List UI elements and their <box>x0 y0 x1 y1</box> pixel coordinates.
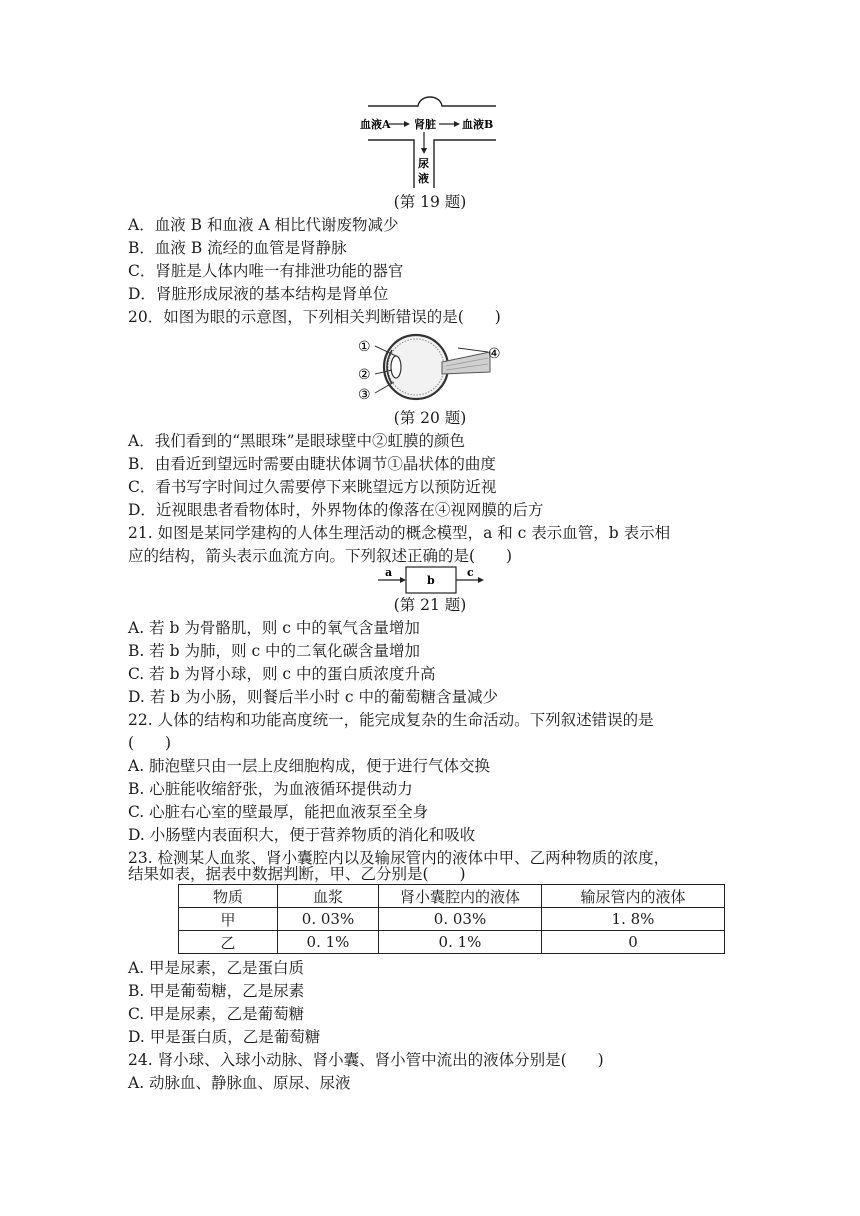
urine-label-1: 尿 <box>418 157 429 170</box>
q24-stem: 24. 肾小球、入球小动脉、肾小囊、肾小管中流出的液体分别是( ) <box>128 1051 604 1069</box>
eye-label-1: ① <box>358 339 371 355</box>
q23-stem-line1: 23. 检测某人血浆、肾小囊腔内以及输尿管内的液体中甲、乙两种物质的浓度， <box>128 849 670 867</box>
q19-option-a: A．血液 B 和血液 A 相比代谢废物减少 <box>128 216 399 234</box>
table-cell: 0. 03% <box>379 908 542 931</box>
q21-stem-line2: 应的结构，箭头表示血流方向。下列叙述正确的是( ) <box>128 547 513 565</box>
q19-caption: (第 19 题) <box>393 193 467 211</box>
table-cell: 0. 1% <box>379 931 542 954</box>
eye-label-3: ③ <box>358 387 371 403</box>
q23-stem-line2: 结果如表，据表中数据判断，甲、乙分别是( ) <box>128 865 466 883</box>
q22-option-c: C. 心脏右心室的壁最厚，能把血液泵至全身 <box>128 803 429 821</box>
structure-b-label: b <box>427 574 435 587</box>
table-cell: 甲 <box>179 908 278 931</box>
q23-option-d: D. 甲是蛋白质，乙是葡萄糖 <box>128 1028 321 1046</box>
arrow-icon <box>454 121 460 127</box>
table-cell: 0 <box>542 931 725 954</box>
q21-option-c: C. 若 b 为肾小球，则 c 中的蛋白质浓度升高 <box>128 665 436 683</box>
arrow-icon <box>404 121 410 127</box>
table-header-cell: 物质 <box>179 885 278 908</box>
arrow-icon <box>478 577 484 583</box>
q23-option-a: A. 甲是尿素，乙是蛋白质 <box>128 959 305 977</box>
table-header-row <box>179 885 725 908</box>
concept-model-diagram <box>372 564 492 596</box>
table-cell: 0. 03% <box>278 908 379 931</box>
q21-option-b: B. 若 b 为肺，则 c 中的二氧化碳含量增加 <box>128 642 421 660</box>
q22-option-b: B. 心脏能收缩舒张，为血液循环提供动力 <box>128 780 413 798</box>
vessel-c-label: c <box>467 566 474 579</box>
table-cell: 0. 1% <box>278 931 379 954</box>
table-header-cell: 血浆 <box>278 885 379 908</box>
q24-option-a: A. 动脉血、静脉血、原尿、尿液 <box>128 1074 351 1092</box>
kidney-label: 肾脏 <box>414 118 436 131</box>
eye-diagram <box>330 330 510 406</box>
table-cell: 1. 8% <box>542 908 725 931</box>
q19-option-d: D．肾脏形成尿液的基本结构是肾单位 <box>128 285 389 303</box>
q19-option-b: B．血液 B 流经的血管是肾静脉 <box>128 239 347 257</box>
vessel-a-label: a <box>385 566 393 579</box>
kidney-flow-diagram <box>356 96 506 188</box>
blood-a-label: 血液A <box>360 118 391 131</box>
q23-option-b: B. 甲是葡萄糖，乙是尿素 <box>128 982 305 1000</box>
arrow-icon <box>400 577 406 583</box>
q19-option-c: C．肾脏是人体内唯一有排泄功能的器官 <box>128 262 404 280</box>
arrow-down-icon <box>421 148 427 154</box>
q20-option-c: C．看书写字时间过久需要停下来眺望远方以预防近视 <box>128 478 497 496</box>
table-header-cell: 肾小囊腔内的液体 <box>379 885 542 908</box>
q21-option-d: D. 若 b 为小肠，则餐后半小时 c 中的葡萄糖含量减少 <box>128 688 499 706</box>
eye-label-4: ④ <box>488 346 501 362</box>
q20-caption: (第 20 题) <box>393 409 467 427</box>
blood-b-label: 血液B <box>462 118 494 131</box>
q22-stem-line1: 22. 人体的结构和功能高度统一，能完成复杂的生命活动。下列叙述错误的是 <box>128 711 654 729</box>
q20-stem: 20．如图为眼的示意图，下列相关判断错误的是( ) <box>128 308 501 326</box>
q20-option-a: A．我们看到的“黑眼珠”是眼球壁中②虹膜的颜色 <box>128 432 466 450</box>
q21-option-a: A. 若 b 为骨骼肌，则 c 中的氧气含量增加 <box>128 619 420 637</box>
table-cell: 乙 <box>179 931 278 954</box>
concentration-table <box>178 884 725 954</box>
eye-label-2: ② <box>358 367 371 383</box>
q20-option-d: D．近视眼患者看物体时，外界物体的像落在④视网膜的后方 <box>128 501 544 519</box>
q22-stem-line2: ( ) <box>128 734 172 752</box>
q23-option-c: C. 甲是尿素，乙是葡萄糖 <box>128 1005 305 1023</box>
q21-caption: (第 21 题) <box>393 596 467 614</box>
q20-option-b: B．由看近到望远时需要由睫状体调节①晶状体的曲度 <box>128 455 496 473</box>
urine-label-2: 液 <box>418 172 429 185</box>
q21-stem-line1: 21. 如图是某同学建构的人体生理活动的概念模型，a 和 c 表示血管，b 表示相 <box>128 524 671 542</box>
table-row <box>179 931 725 954</box>
table-header-cell: 输尿管内的液体 <box>542 885 725 908</box>
q22-option-d: D. 小肠壁内表面积大，便于营养物质的消化和吸收 <box>128 826 476 844</box>
q22-option-a: A. 肺泡壁只由一层上皮细胞构成，便于进行气体交换 <box>128 757 491 775</box>
table-row <box>179 908 725 931</box>
